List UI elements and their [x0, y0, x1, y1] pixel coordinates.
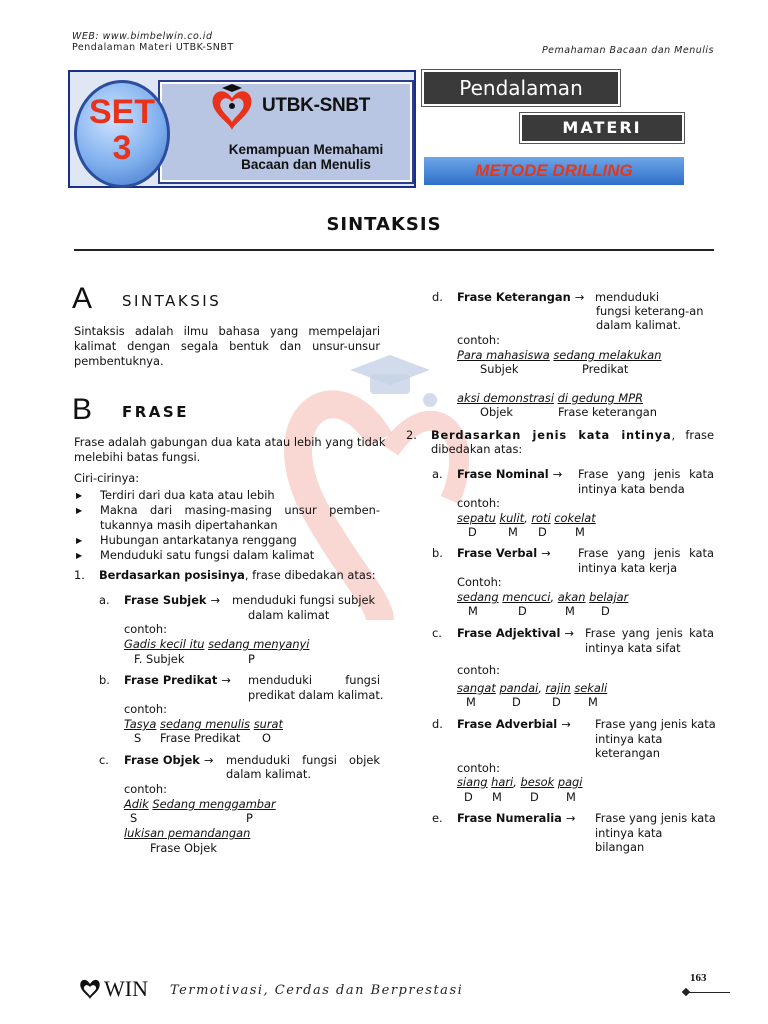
- example-label: P: [246, 811, 253, 825]
- frase-subjek-desc2: dalam kalimat: [248, 608, 330, 622]
- example-label: M: [588, 695, 598, 709]
- frase-adverbial-desc2: intinya kata: [595, 732, 663, 746]
- item-marker: a.: [432, 467, 443, 481]
- frase-numeralia-desc: Frase yang jenis kata: [595, 811, 716, 825]
- frase-objek-desc: menduduki fungsi objek: [226, 753, 380, 767]
- example-label: D: [468, 525, 477, 539]
- contoh-label: Contoh:: [457, 575, 502, 589]
- materi-label: MATERI: [522, 115, 682, 141]
- example-sentence: Gadis kecil itu sedang menyanyi: [124, 637, 310, 651]
- frase-adjektival-desc2: intinya kata sifat: [585, 641, 681, 655]
- example-sentence: Tasya sedang menulis surat: [124, 717, 283, 731]
- frase-predikat-desc: menduduki fungsi: [248, 673, 380, 687]
- page-number: 163: [690, 972, 707, 984]
- example-sentence: siang hari, besok pagi: [457, 775, 583, 789]
- point2-heading-cont: dibedakan atas:: [431, 442, 523, 456]
- example-label: S: [130, 811, 138, 825]
- section-b-text: Frase adalah gabungan dua kata atau lebih yang tidak melebihi batas fungsi.: [74, 435, 386, 464]
- frase-adverbial-title: Frase Adverbial →: [457, 717, 571, 731]
- example-label: Subjek: [480, 362, 519, 376]
- frase-verbal-desc: Frase yang jenis kata: [578, 546, 714, 560]
- frase-numeralia-desc3: bilangan: [595, 840, 645, 854]
- example-label: Frase keterangan: [558, 405, 657, 419]
- example-label: F. Subjek: [134, 652, 185, 666]
- example-sentence: sedang mencuci, akan belajar: [457, 590, 629, 604]
- subject-line2: Bacaan dan Menulis: [241, 157, 371, 172]
- frase-keterangan-desc2: fungsi keterang-an: [596, 304, 704, 318]
- example-label: M: [508, 525, 518, 539]
- example-label: D: [538, 525, 547, 539]
- item-marker: d.: [432, 717, 443, 731]
- frase-subjek-title: Frase Subjek →: [124, 593, 221, 607]
- subject-line1: Kemampuan Memahami: [228, 142, 384, 157]
- frase-keterangan-desc: menduduki: [595, 290, 659, 304]
- item-marker: a.: [99, 593, 110, 607]
- page-title: SINTAKSIS: [326, 214, 442, 235]
- item-marker: c.: [432, 626, 442, 640]
- title-divider: [74, 249, 714, 251]
- section-a-text: Sintaksis adalah ilmu bahasa yang mempelajari kalimat dengan segala bentuk dan unsur-unsur pembentuknya.: [74, 324, 380, 368]
- contoh-label: contoh:: [124, 622, 167, 636]
- example-label: D: [552, 695, 561, 709]
- page-number-rule: [686, 992, 730, 993]
- frase-nominal-desc2: intinya kata benda: [578, 482, 685, 496]
- footer-brand: WIN: [104, 976, 148, 1001]
- example-sentence: Para mahasiswa sedang melakukan: [457, 348, 662, 362]
- frase-keterangan-title: Frase Keterangan →: [457, 290, 585, 304]
- pendalaman-label: Pendalaman: [424, 72, 618, 104]
- item-marker: b.: [99, 673, 110, 687]
- example-label: M: [466, 695, 476, 709]
- frase-adjektival-title: Frase Adjektival →: [457, 626, 574, 640]
- section-b-heading: FRASE: [122, 403, 189, 421]
- frase-objek-title: Frase Objek →: [124, 753, 214, 767]
- section-b-letter: B: [72, 393, 93, 426]
- frase-adverbial-desc: Frase yang jenis kata: [595, 717, 716, 731]
- frase-verbal-desc2: intinya kata kerja: [578, 561, 678, 575]
- frase-verbal-title: Frase Verbal →: [457, 546, 551, 560]
- example-label: M: [468, 604, 478, 618]
- item-marker: d.: [432, 290, 443, 304]
- ciri-list: [74, 488, 380, 563]
- set-circle: [74, 80, 170, 188]
- example-label: D: [512, 695, 521, 709]
- frase-adjektival-desc: Frase yang jenis kata: [585, 626, 714, 640]
- header-subtitle-left: Pendalaman Materi UTBK-SNBT: [72, 42, 234, 53]
- contoh-label: contoh:: [457, 496, 500, 510]
- section-a-letter: A: [72, 282, 93, 315]
- point2-heading: Berdasarkan jenis kata intinya, frase: [431, 428, 715, 442]
- header-subtitle-right: Pemahaman Bacaan dan Menulis: [541, 45, 714, 56]
- frase-numeralia-title: Frase Numeralia →: [457, 811, 576, 825]
- example-label: Predikat: [582, 362, 629, 376]
- list-item: ▶ Terdiri dari dua kata atau lebih: [74, 488, 380, 503]
- example-label: M: [492, 790, 502, 804]
- example-label: P: [248, 652, 255, 666]
- contoh-label: contoh:: [124, 782, 167, 796]
- win-logo-icon: [78, 976, 102, 1000]
- header-web: WEB: www.bimbelwin.co.id: [72, 31, 213, 42]
- example-sentence: sepatu kulit, roti cokelat: [457, 511, 596, 525]
- set-number: 3: [112, 129, 132, 167]
- example-sentence: Adik Sedang menggambar: [124, 797, 276, 811]
- example-label: D: [464, 790, 473, 804]
- item-marker: c.: [99, 753, 109, 767]
- point1-heading: Berdasarkan posisinya, frase dibedakan atas:: [99, 568, 376, 582]
- example-label: Frase Predikat: [160, 731, 241, 745]
- contoh-label: contoh:: [457, 663, 500, 677]
- item-marker: b.: [432, 546, 443, 560]
- ciri-label: Ciri-cirinya:: [74, 471, 140, 485]
- frase-subjek-desc: menduduki fungsi subjek: [232, 593, 376, 607]
- brand-logo-icon: [206, 82, 258, 132]
- page-rule-diamond: [682, 988, 690, 996]
- point1-number: 1.: [74, 568, 85, 582]
- example-sentence: lukisan pemandangan: [124, 826, 251, 840]
- example-sentence: sangat pandai, rajin sekali: [457, 681, 608, 695]
- frase-keterangan-desc3: dalam kalimat.: [596, 318, 681, 332]
- example-label: Objek: [480, 405, 513, 419]
- item-marker: e.: [432, 811, 443, 825]
- contoh-label: contoh:: [124, 702, 167, 716]
- contoh-label: contoh:: [457, 761, 500, 775]
- list-item: ▶ Menduduki satu fungsi dalam kalimat: [74, 548, 380, 563]
- list-item: ▶ Makna dari masing-masing unsur pemben-tukannya masih dipertahankan: [74, 503, 380, 533]
- example-label: O: [262, 731, 271, 745]
- example-label: D: [518, 604, 527, 618]
- set-word: SET: [88, 93, 156, 131]
- example-label: D: [530, 790, 539, 804]
- example-label: Frase Objek: [150, 841, 217, 855]
- subject-title: [206, 142, 406, 172]
- contoh-label: contoh:: [457, 333, 500, 347]
- example-label: M: [575, 525, 585, 539]
- point2-number: 2.: [406, 428, 417, 442]
- frase-predikat-title: Frase Predikat →: [124, 673, 231, 687]
- example-label: M: [565, 604, 575, 618]
- example-label: D: [601, 604, 610, 618]
- metode-drilling-label: METODE DRILLING: [424, 157, 684, 185]
- frase-nominal-title: Frase Nominal →: [457, 467, 563, 481]
- brand-name: UTBK-SNBT: [262, 95, 371, 116]
- example-label: S: [134, 731, 142, 745]
- frase-nominal-desc: Frase yang jenis kata: [578, 467, 714, 481]
- example-label: M: [566, 790, 576, 804]
- list-item: ▶ Hubungan antarkatanya renggang: [74, 533, 380, 548]
- example-sentence: aksi demonstrasi di gedung MPR: [457, 391, 643, 405]
- frase-objek-desc2: dalam kalimat.: [226, 767, 311, 781]
- frase-numeralia-desc2: intinya kata: [595, 826, 663, 840]
- frase-predikat-desc2: predikat dalam kalimat.: [248, 688, 384, 702]
- footer-motto: Termotivasi, Cerdas dan Berprestasi: [170, 983, 464, 998]
- frase-adverbial-desc3: keterangan: [595, 746, 660, 760]
- section-a-heading: SINTAKSIS: [122, 292, 222, 310]
